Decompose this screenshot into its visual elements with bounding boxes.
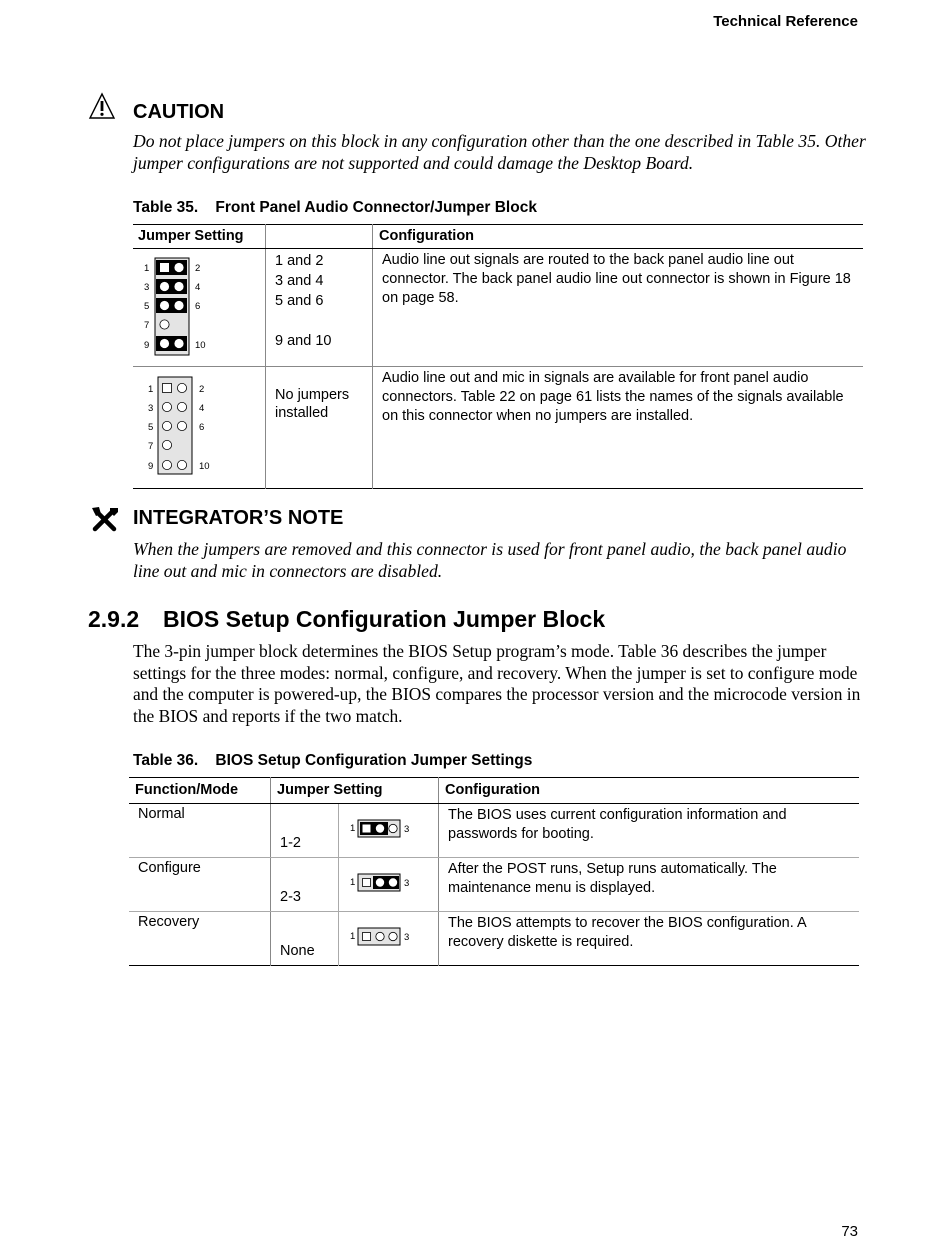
table36-header-function: Function/Mode [129,778,271,804]
table36-header-row [129,778,859,804]
pin-label-6: 6 [199,422,205,433]
pin-label-3: 3 [404,823,410,835]
jumper-diagram-cell [133,367,266,489]
table36-caption-number: Table 36. [133,752,199,769]
configuration-cell: The BIOS uses current configuration information and passwords for booting. [439,804,860,858]
pin-label-9: 9 [148,461,154,472]
table36-header-configuration: Configuration [439,778,860,804]
caution-text: Do not place jumpers on this block in any configuration other than the one described in Table 35. Other jumper configurations are not supported and could damage the Desktop Board. [133,131,866,173]
table36-caption-title: BIOS Setup Configuration Jumper Settings [215,752,533,769]
jumper-setting-cell [266,367,373,489]
table35-caption-title: Front Panel Audio Connector/Jumper Block [215,199,537,216]
pin-label-9: 9 [144,340,150,351]
table-row [133,367,863,489]
table-row [129,804,859,858]
caution-title: CAUTION [133,101,225,123]
pin-label-2: 2 [199,384,205,395]
table35-header-jumper-setting: Jumper Setting [133,225,266,249]
table35-caption-number: Table 35. [133,199,199,216]
pin-label-1: 1 [350,876,356,888]
pin-label-4: 4 [199,403,205,414]
section-body: The 3-pin jumper block determines the BIOS Setup program’s mode. Table 36 describes the jumper settings for the three modes: normal, configure, and recovery. When the jumper is set to configure mode and the computer is powered-up, the BIOS compares the processor version and the microcode version in the BIOS and reports if the two match. [133,641,861,726]
pin-label-3: 3 [404,931,410,943]
function-cell: Normal [129,804,271,858]
configuration-cell: Audio line out and mic in signals are available for front panel audio connectors. Table 22 on page 61 lists the names of the signals available on this connector when no jumpers are installed. [373,367,864,489]
pin-label-10: 10 [199,461,210,472]
table36-caption [133,752,532,770]
pin-label-3: 3 [404,877,410,889]
jumper-block-installed-diagram [133,249,255,362]
pin-label-6: 6 [195,301,201,312]
pin-label-3: 3 [144,282,150,293]
caution-warning-icon [88,92,116,120]
table35-caption [133,199,537,217]
function-cell: Recovery [138,914,200,930]
table35-header-row [133,225,863,249]
jumper-diagram-cell [339,858,439,912]
setting-line: 3 and 4 [275,273,324,289]
jumper-diagram-configure [350,873,414,893]
configuration-cell: After the POST runs, Setup runs automatically. The maintenance menu is displayed. [439,858,860,912]
page-number: 73 [841,1223,858,1240]
setting-line: 9 and 10 [275,333,332,349]
jumper-diagram-recovery [350,927,414,947]
section-title: BIOS Setup Configuration Jumper Block [163,606,606,632]
pin-label-1: 1 [350,930,356,942]
jumper-caps [156,260,187,351]
integrator-note-title: INTEGRATOR’S NOTE [133,507,344,529]
pin-label-1: 1 [350,822,356,834]
running-header: Technical Reference [713,13,858,30]
section-number: 2.9.2 [88,606,140,632]
pin-label-5: 5 [148,422,154,433]
pin-label-5: 5 [144,301,150,312]
table-row [129,912,859,966]
configuration-cell: Audio line out signals are routed to the back panel audio line out connector. The back panel audio line out connector is shown in Figure 18 on page 58. [373,249,864,367]
table35 [133,224,863,489]
configuration-cell: The BIOS attempts to recover the BIOS configuration. A recovery diskette is required. [439,912,860,966]
pin-label-2: 2 [195,263,201,274]
function-cell: Configure [129,858,271,912]
table-row [133,249,863,367]
setting-line: 1 and 2 [275,253,324,269]
jumper-setting-cell [266,249,373,367]
pin-label-10: 10 [195,340,206,351]
jumper-diagram-normal [350,819,414,839]
table35-header-blank [266,225,373,249]
setting-line [275,311,372,331]
pin-label-3: 3 [148,403,154,414]
setting-cell: 1-2 [271,804,339,858]
setting-line: 5 and 6 [275,293,324,309]
jumper-block-none-diagram [133,367,255,484]
tools-icon [90,505,120,533]
pin-label-7: 7 [148,441,154,452]
pin-label-4: 4 [195,282,201,293]
table36 [129,777,859,966]
setting-none: No jumpers installed [275,387,350,421]
pin-label-1: 1 [148,384,154,395]
pin-label-1: 1 [144,263,150,274]
setting-cell: 2-3 [271,858,339,912]
jumper-diagram-cell [339,804,439,858]
pin-label-7: 7 [144,320,150,331]
table35-header-configuration: Configuration [373,225,864,249]
table36-header-jumper-setting: Jumper Setting [271,778,439,804]
jumper-diagram-cell [133,249,266,367]
integrator-note-text: When the jumpers are removed and this connector is used for front panel audio, the back panel audio line out and mic in connectors are disabled. [133,539,847,581]
setting-cell: None [271,912,339,966]
jumper-diagram-cell [339,912,439,966]
table-row [129,858,859,912]
